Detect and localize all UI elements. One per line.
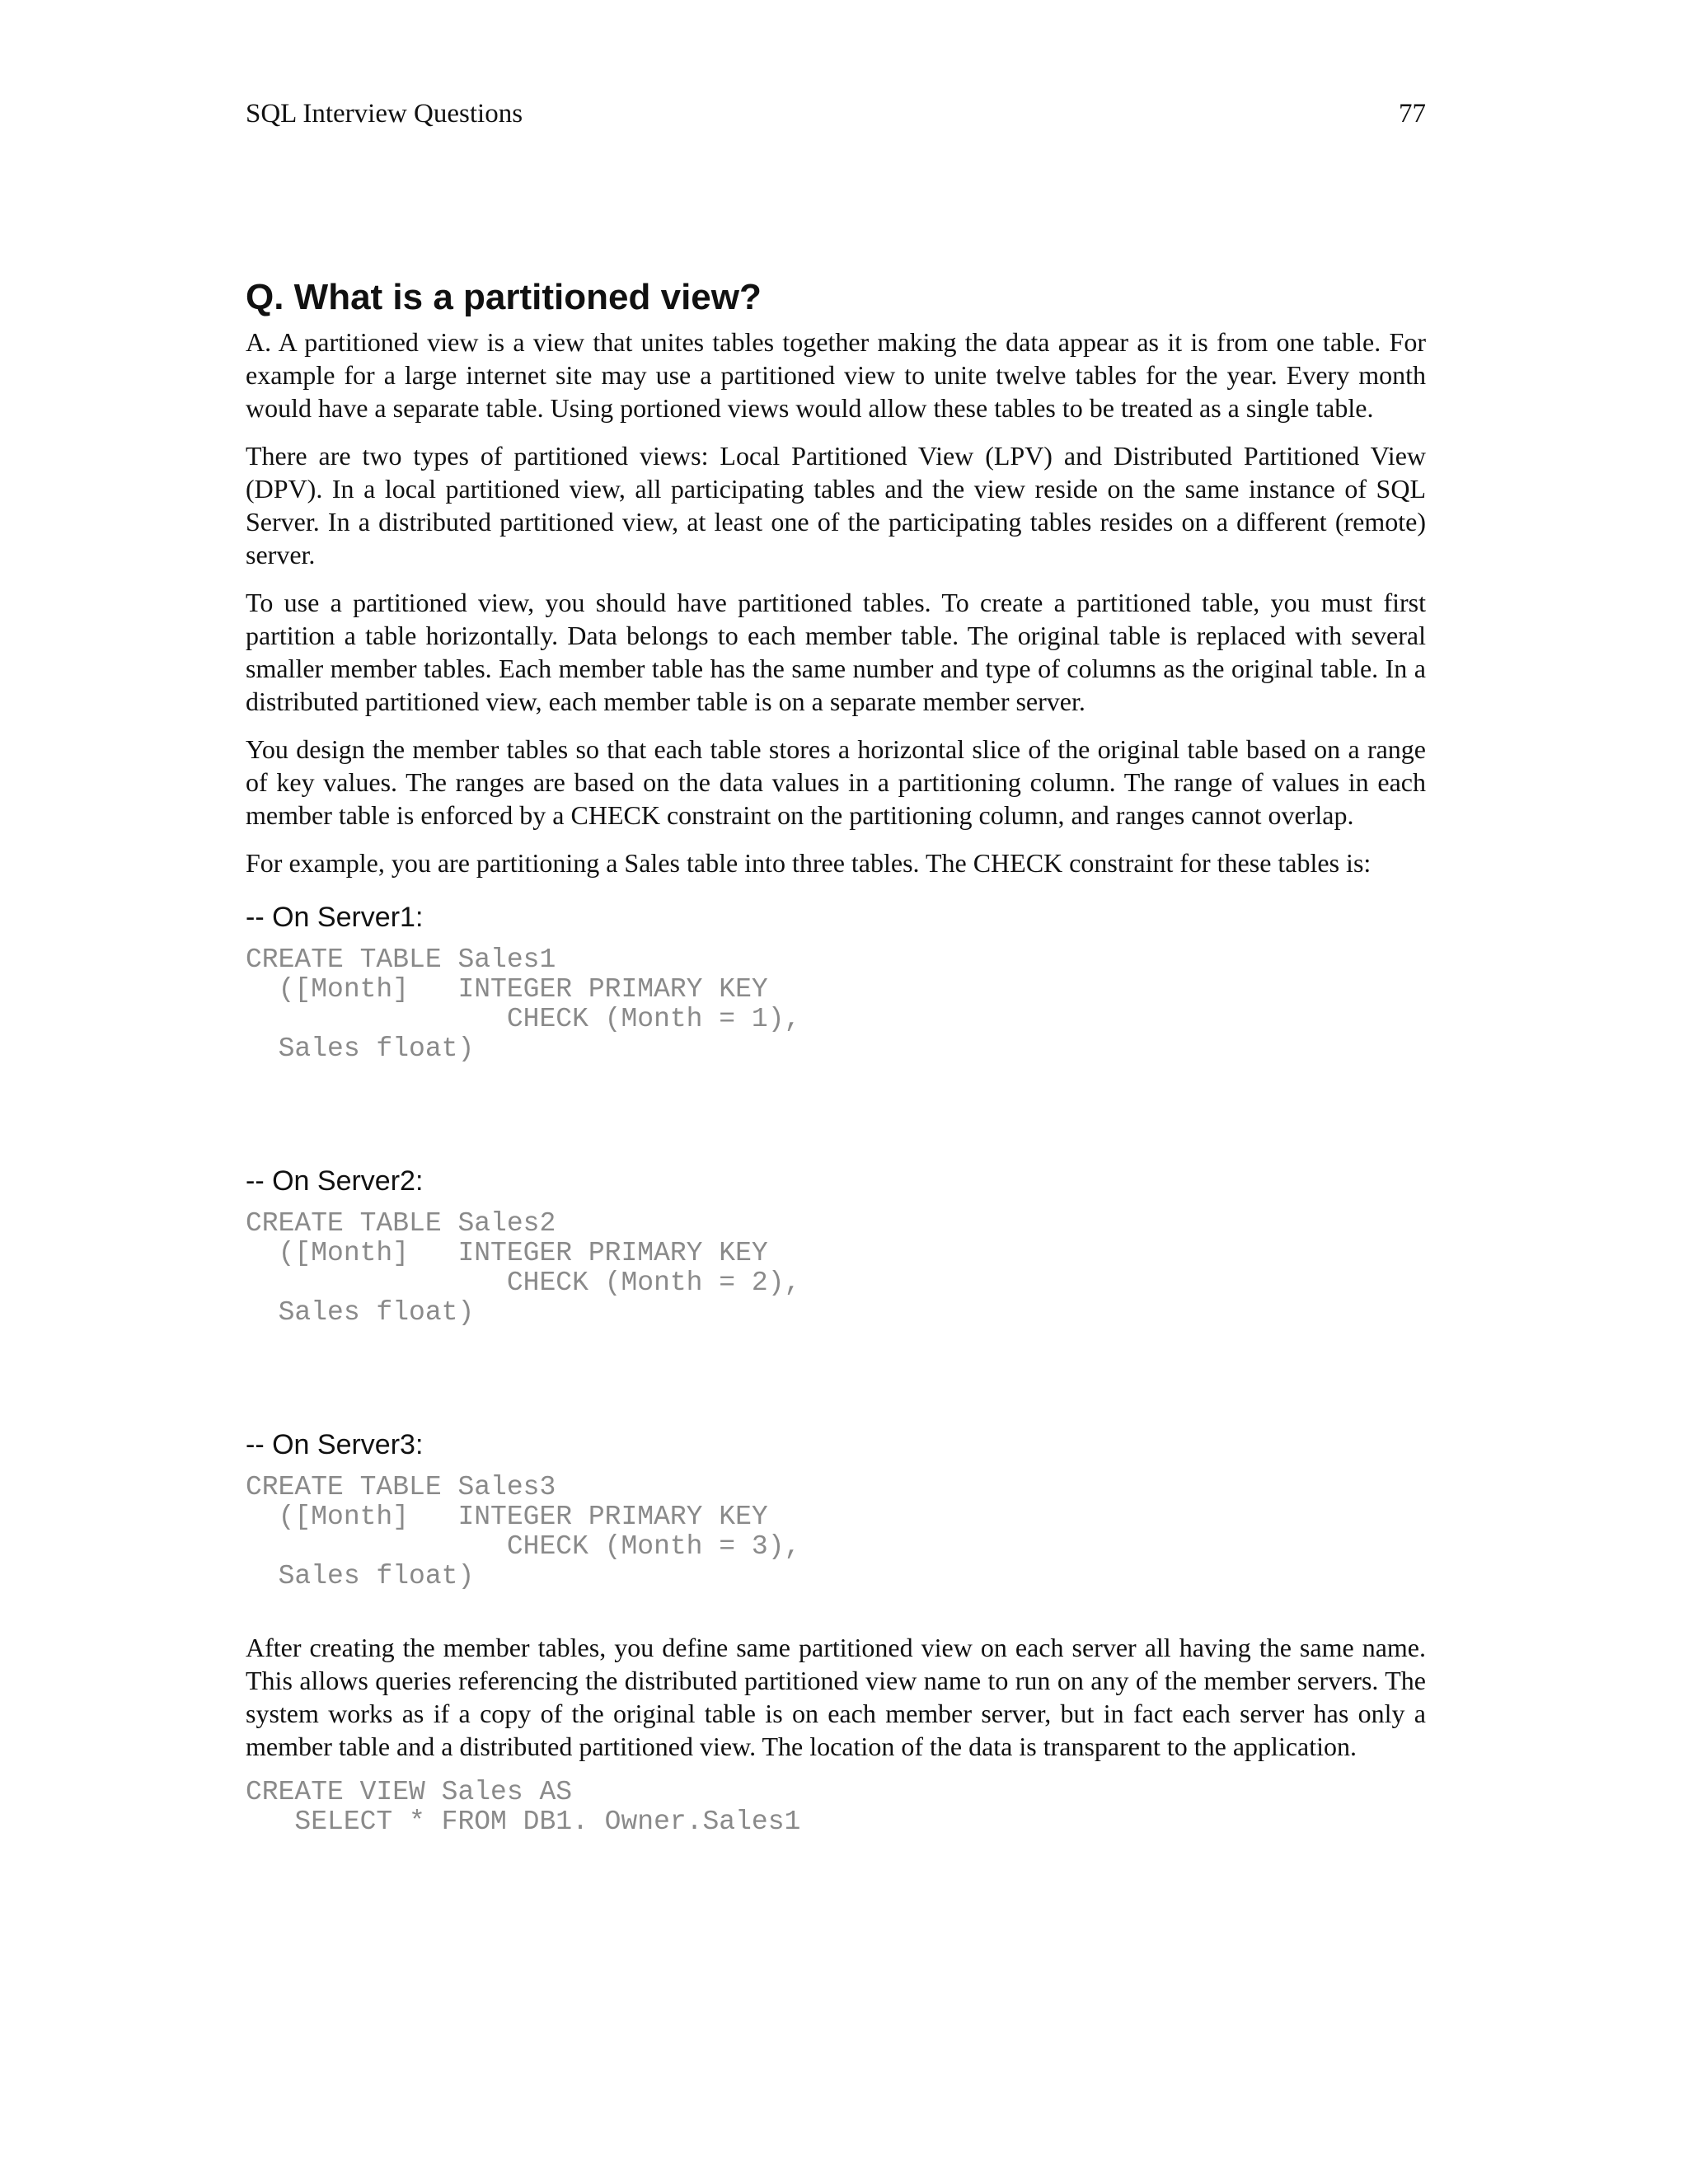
spacer: [246, 1064, 1426, 1143]
spacer: [246, 1591, 1426, 1611]
after-paragraph: After creating the member tables, you define same partitioned view on each server all having the same name. This allows queries referencing the distributed partitioned view name to run on any of the member servers. The system works as if a copy of the original table is on each member server, but in fact each server has only a member table and a distributed partitioned view. The location of the data is transparent to the application.: [246, 1633, 1426, 1761]
answer-paragraph-4: You design the member tables so that each table stores a horizontal slice of the original table based on a range of key values. The ranges are based on the data values in a partitioning column. The range of values in each member table is enforced by a CHECK constraint on the partitioning column, and ranges cannot overlap.: [246, 734, 1426, 830]
page-content: [246, 276, 1426, 1837]
server3-comment: -- On Server3:: [246, 1429, 424, 1460]
answer-paragraph-5: For example, you are partitioning a Sales table into three tables. The CHECK constraint for these tables is:: [246, 848, 1372, 878]
spacer: [246, 1328, 1426, 1407]
server1-comment: -- On Server1:: [246, 902, 424, 933]
create-view-code-block: CREATE VIEW Sales AS SELECT * FROM DB1. Owner.Sales1: [246, 1777, 801, 1837]
server2-comment: -- On Server2:: [246, 1165, 424, 1197]
spacer: [246, 1611, 1426, 1631]
server2-code-block: CREATE TABLE Sales2 ([Month] INTEGER PRIMARY KEY CHECK (Month = 2), Sales float): [246, 1208, 801, 1328]
answer-paragraph-1: A. A partitioned view is a view that unites tables together making the data appear as it is from one table. For example for a large internet site may use a partitioned view to unite twelve tables for the year. Every month would have a separate table. Using portioned views would allow these tables to be treated as a single table.: [246, 327, 1426, 423]
server3-code-block: CREATE TABLE Sales3 ([Month] INTEGER PRIMARY KEY CHECK (Month = 3), Sales float): [246, 1472, 801, 1591]
answer-paragraph-2: There are two types of partitioned views: Local Partitioned View (LPV) and Distributed Partitioned View (DPV). In a local partitioned view, all participating tables and the view reside on the same instance of SQL Server. In a distributed partitioned view, at least one of the participating tables resides on a different (remote) server.: [246, 441, 1426, 569]
question-title: Q. What is a partitioned view?: [246, 277, 762, 317]
answer-paragraph-3: To use a partitioned view, you should have partitioned tables. To create a partitioned table, you must first partition a table horizontally. Data belongs to each member table. The original table is replaced with several smaller member tables. Each member table has the same number and type of columns as the original table. In a distributed partitioned view, each member table is on a separate member server.: [246, 588, 1426, 716]
server1-code-block: CREATE TABLE Sales1 ([Month] INTEGER PRIMARY KEY CHECK (Month = 1), Sales float): [246, 944, 801, 1064]
header-title: SQL Interview Questions: [246, 99, 523, 129]
page-number: 77: [1399, 99, 1426, 129]
